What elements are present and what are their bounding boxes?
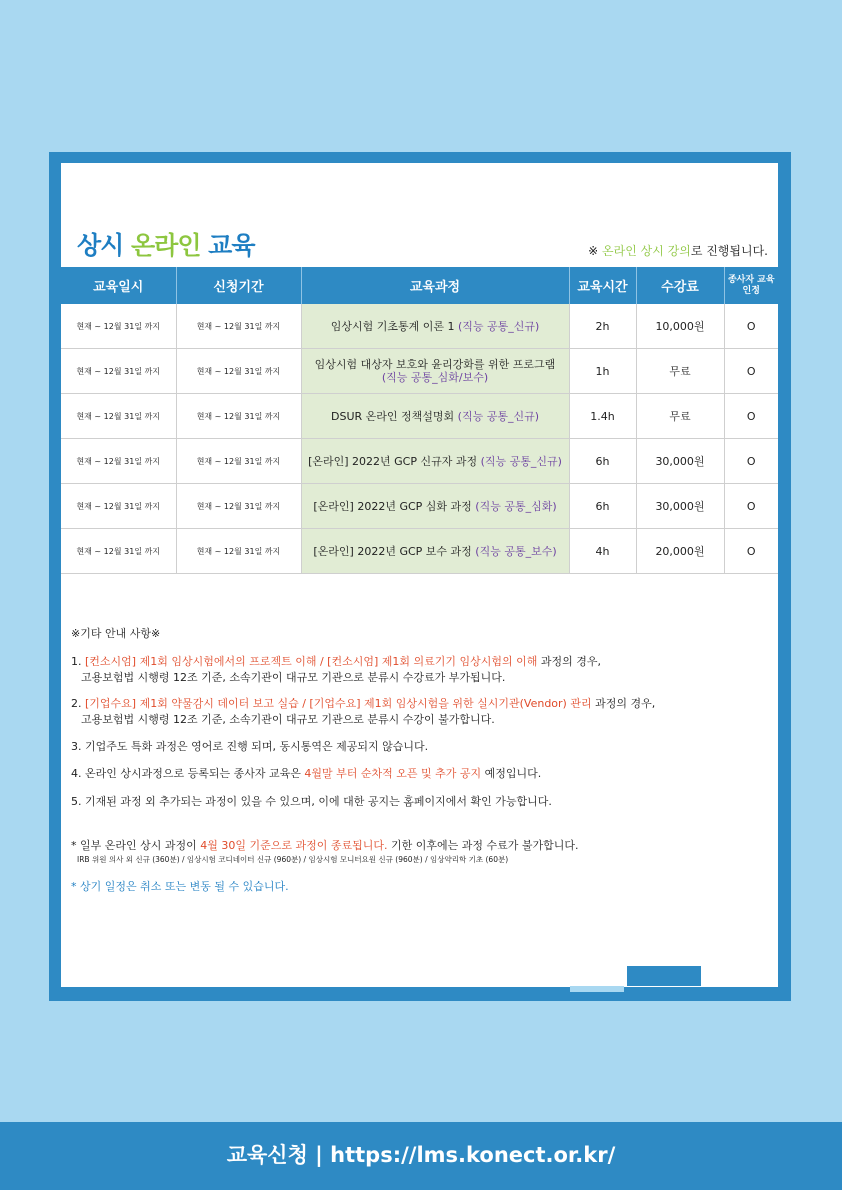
cell-course: [온라인] 2022년 GCP 심화 과정 (직능 공통_심화) [301, 484, 569, 529]
table-header-row [61, 267, 778, 304]
decorative-tab [627, 966, 701, 986]
cell-cert: O [724, 349, 778, 394]
content-frame [49, 152, 791, 1001]
header-fee: 수강료 [636, 267, 724, 304]
cell-date: 현재 ~ 12월 31일 까지 [61, 394, 176, 439]
cell-cert: O [724, 394, 778, 439]
table-row [61, 304, 778, 349]
closing-notice: * 일부 온라인 상시 과정이 4월 30일 기준으로 과정이 종료됩니다. 기한 이후에는 과정 수료가 불가합니다. IRB 위원 의사 외 신규 (360분) / 임상시험 코디네이터 신규 (960분) / 임상시험 모니터요원 신규 (960분) / 임상약리학 기초 (60분) [71, 839, 579, 864]
cell-fee: 10,000원 [636, 304, 724, 349]
header-date: 교육일시 [61, 267, 176, 304]
info-item-5: 5. 기재된 과정 외 추가되는 과정이 있을 수 있으며, 이에 대한 공지는 홈페이지에서 확인 가능합니다. [71, 795, 552, 808]
header-certification: 종사자 교육 인정 [724, 267, 778, 304]
cell-date: 현재 ~ 12월 31일 까지 [61, 529, 176, 574]
cell-course: [온라인] 2022년 GCP 보수 과정 (직능 공통_보수) [301, 529, 569, 574]
cell-hours: 1h [569, 349, 636, 394]
page-title: 상시 온라인 교육 [77, 231, 255, 260]
cell-hours: 1.4h [569, 394, 636, 439]
content-card [61, 163, 778, 987]
cell-fee: 20,000원 [636, 529, 724, 574]
cell-apply: 현재 ~ 12월 31일 까지 [176, 304, 301, 349]
cell-fee: 30,000원 [636, 484, 724, 529]
cell-date: 현재 ~ 12월 31일 까지 [61, 484, 176, 529]
cell-course: DSUR 온라인 정책설명회 (직능 공통_신규) [301, 394, 569, 439]
cell-cert: O [724, 304, 778, 349]
schedule-table [61, 267, 778, 574]
cell-fee: 무료 [636, 394, 724, 439]
footer-application-link[interactable]: 교육신청 | https://lms.konect.or.kr/ [0, 1122, 842, 1190]
cell-cert: O [724, 439, 778, 484]
schedule-change-notice: * 상기 일정은 취소 또는 변동 될 수 있습니다. [71, 880, 289, 893]
cell-cert: O [724, 484, 778, 529]
header-course: 교육과정 [301, 267, 569, 304]
cell-date: 현재 ~ 12월 31일 까지 [61, 349, 176, 394]
cell-apply: 현재 ~ 12월 31일 까지 [176, 484, 301, 529]
decorative-bar [570, 986, 624, 992]
info-heading: ※기타 안내 사항※ [71, 627, 161, 640]
table-row [61, 529, 778, 574]
cell-course: [온라인] 2022년 GCP 신규자 과정 (직능 공통_신규) [301, 439, 569, 484]
table-row [61, 394, 778, 439]
cell-apply: 현재 ~ 12월 31일 까지 [176, 349, 301, 394]
cell-apply: 현재 ~ 12월 31일 까지 [176, 529, 301, 574]
cell-hours: 4h [569, 529, 636, 574]
cell-hours: 2h [569, 304, 636, 349]
cell-fee: 무료 [636, 349, 724, 394]
info-item-1: 1. [컨소시엄] 제1회 임상시험에서의 프로젝트 이해 / [컨소시엄] 제1회 의료기기 임상시험의 이해 과정의 경우, 고용보험법 시행령 12조 기준, 소속기관이 대규모 기관으로 분류시 수강료가 부가됩니다. [71, 655, 601, 684]
info-item-3: 3. 기업주도 특화 과정은 영어로 진행 되며, 동시통역은 제공되지 않습니다. [71, 740, 429, 753]
table-row [61, 484, 778, 529]
info-item-4: 4. 온라인 상시과정으로 등록되는 종사자 교육은 4월말 부터 순차적 오픈 및 추가 공지 예정입니다. [71, 767, 542, 780]
cell-hours: 6h [569, 484, 636, 529]
cell-course: 임상시험 대상자 보호와 윤리강화를 위한 프로그램 (직능 공통_심화/보수) [301, 349, 569, 394]
cell-date: 현재 ~ 12월 31일 까지 [61, 439, 176, 484]
info-item-2: 2. [기업수요] 제1회 약물감시 데이터 보고 실습 / [기업수요] 제1회 임상시험을 위한 실시기관(Vendor) 관리 과정의 경우, 고용보험법 시행령 12조 기준, 소속기관이 대규모 기관으로 분류시 수강이 불가합니다. [71, 697, 656, 726]
cell-apply: 현재 ~ 12월 31일 까지 [176, 439, 301, 484]
online-notice: ※ 온라인 상시 강의로 진행됩니다. [588, 244, 768, 258]
cell-fee: 30,000원 [636, 439, 724, 484]
closing-notice-detail: IRB 위원 의사 외 신규 (360분) / 임상시험 코디네이터 신규 (960분) / 임상시험 모니터요원 신규 (960분) / 임상약리학 기초 (60분) [77, 855, 509, 864]
table-row [61, 349, 778, 394]
cell-apply: 현재 ~ 12월 31일 까지 [176, 394, 301, 439]
cell-hours: 6h [569, 439, 636, 484]
table-row [61, 439, 778, 484]
cell-cert: O [724, 529, 778, 574]
cell-course: 임상시험 기초통계 이론 1 (직능 공통_신규) [301, 304, 569, 349]
cell-date: 현재 ~ 12월 31일 까지 [61, 304, 176, 349]
header-apply-period: 신청기간 [176, 267, 301, 304]
header-hours: 교육시간 [569, 267, 636, 304]
